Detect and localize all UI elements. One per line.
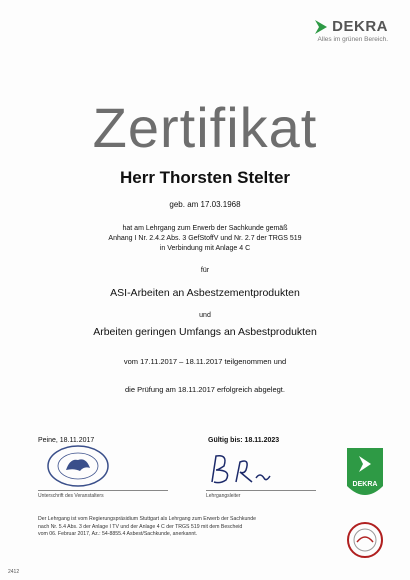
logo-name: DEKRA xyxy=(332,18,388,35)
exam-result: die Prüfung am 18.11.2017 erfolgreich abgelegt. xyxy=(125,385,285,394)
footer-line: Der Lehrgang ist vom Regierungspräsidium Stuttgart als Lehrgang zum Erwerb der Sachkunde xyxy=(38,516,256,522)
signature-caption: Lehrgangsleiter xyxy=(206,493,241,499)
topic-asi-arbeiten: ASI-Arbeiten an Asbestzementprodukten xyxy=(110,287,300,299)
course-period: vom 17.11.2017 – 18.11.2017 teilgenommen und xyxy=(123,357,287,366)
dekra-badge xyxy=(345,446,385,504)
logo-tagline: Alles im grünen Bereich. xyxy=(317,36,388,43)
validity-date: Gültig bis: 18.11.2023 xyxy=(208,437,280,444)
accreditation-badge xyxy=(345,520,385,560)
course-line: hat am Lehrgang zum Erwerb der Sachkunde gemäß xyxy=(122,225,288,232)
seal-caption: Unterschrift des Veranstalters xyxy=(38,493,104,499)
course-line: in Verbindung mit Anlage 4 C xyxy=(159,245,251,252)
signature-line xyxy=(206,490,316,491)
badge-label: DEKRA xyxy=(352,481,378,488)
course-description xyxy=(0,224,410,254)
topic-geringer-umfang: Arbeiten geringen Umfangs an Asbestprodukten xyxy=(93,326,317,338)
course-line: Anhang I Nr. 2.4.2 Abs. 3 GefStoffV und Nr. 2.7 der TRGS 519 xyxy=(108,235,302,242)
footer-note xyxy=(38,516,338,539)
handwritten-signature xyxy=(206,448,286,490)
official-seal xyxy=(46,444,110,488)
holder-name: Herr Thorsten Stelter xyxy=(119,168,291,187)
seal-line xyxy=(38,490,168,491)
fuer-label: für xyxy=(200,267,210,274)
footer-line: nach Nr. 5.4 Abs. 3 der Anlage I TV und der Anlage 4 C der TRGS 519 mit dem Bescheid xyxy=(38,523,243,530)
dekra-logo-icon xyxy=(313,19,329,35)
und-label: und xyxy=(199,312,211,319)
certificate-title: Zertifikat xyxy=(92,96,318,159)
place-date: Peine, 18.11.2017 xyxy=(38,437,95,444)
dekra-logo xyxy=(278,18,388,43)
footer-line: vom 06. Februar 2017, Az.: 54-8855.4 Asbest/Sachkunde, anerkannt. xyxy=(38,531,198,537)
corner-code: 2412 xyxy=(8,569,20,575)
birth-date: geb. am 17.03.1968 xyxy=(169,200,241,209)
